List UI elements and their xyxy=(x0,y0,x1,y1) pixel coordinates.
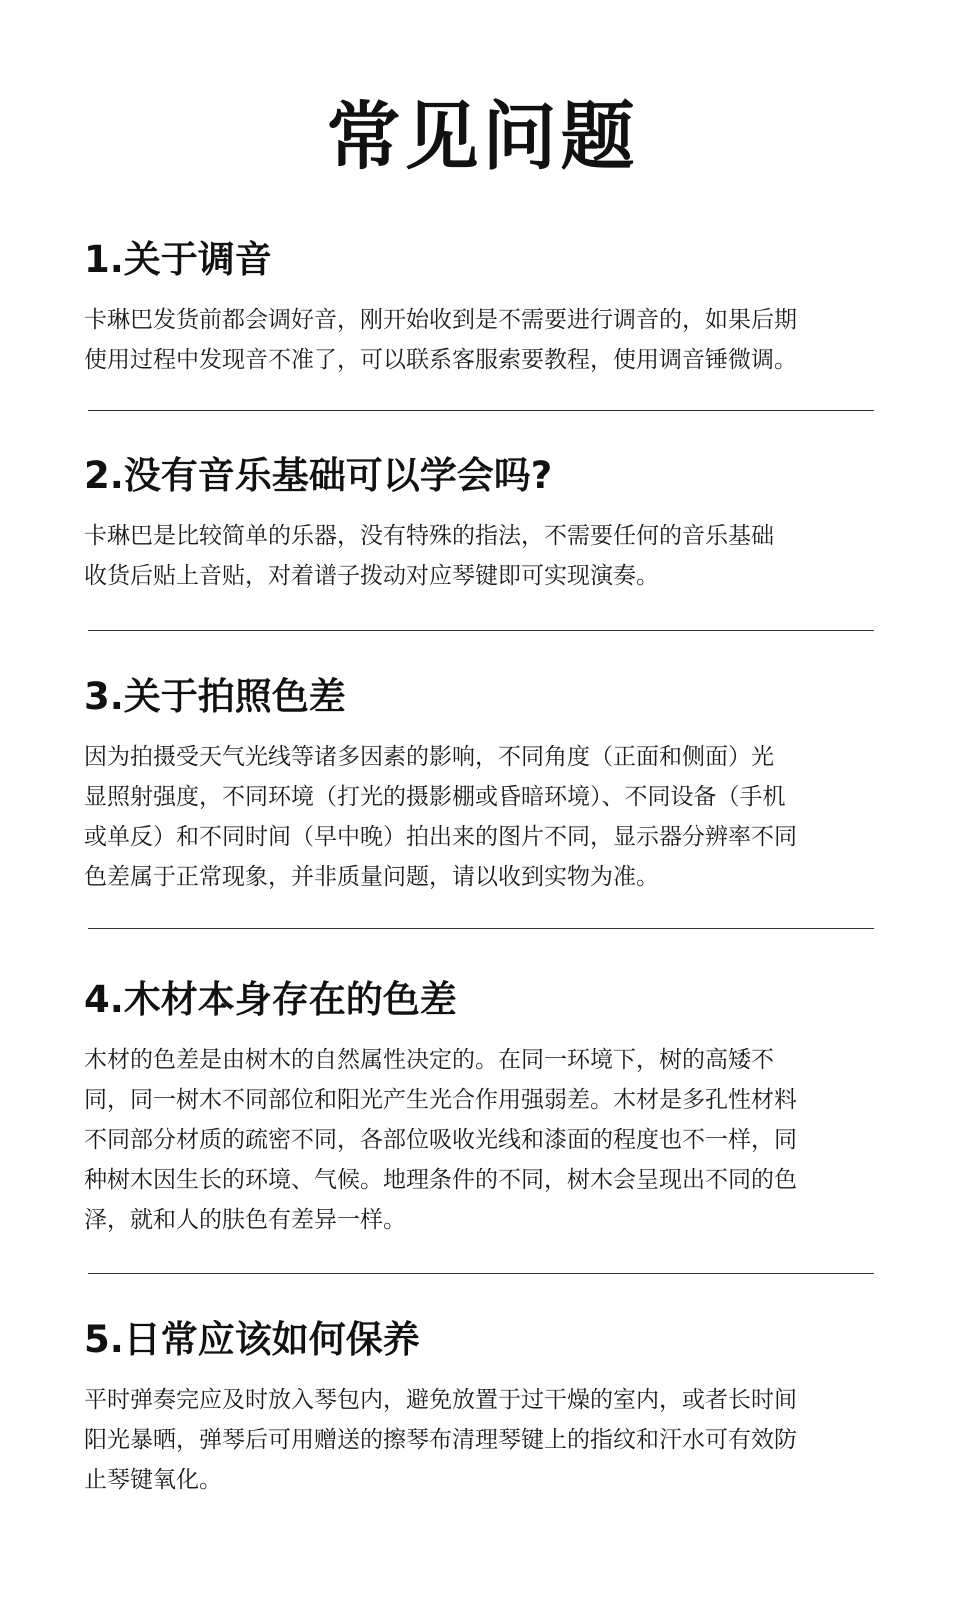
section-divider xyxy=(88,630,874,631)
section-divider xyxy=(88,928,874,929)
section-divider xyxy=(88,1273,874,1274)
faq-answer-line: 使用过程中发现音不准了，可以联系客服索要教程，使用调音锤微调。 xyxy=(84,347,797,373)
faq-answer-line: 或单反）和不同时间（早中晚）拍出来的图片不同，显示器分辨率不同 xyxy=(84,824,797,850)
faq-section-maintenance xyxy=(84,1316,884,1500)
faq-answer-line: 平时弹奏完应及时放入琴包内，避免放置于过干燥的室内，或者长时间 xyxy=(84,1387,797,1413)
faq-answer xyxy=(84,737,884,897)
faq-heading: 3.关于拍照色差 xyxy=(84,675,346,718)
section-divider xyxy=(88,410,874,411)
faq-answer xyxy=(84,1380,884,1500)
faq-heading: 5.日常应该如何保养 xyxy=(84,1318,420,1361)
faq-answer-line: 不同部分材质的疏密不同，各部位吸收光线和漆面的程度也不一样，同 xyxy=(84,1127,797,1153)
faq-section-music-basics xyxy=(84,452,884,596)
faq-answer-line: 种树木因生长的环境、气候。地理条件的不同，树木会呈现出不同的色 xyxy=(84,1167,797,1193)
faq-heading: 2.没有音乐基础可以学会吗? xyxy=(84,454,553,497)
faq-answer-line: 因为拍摄受天气光线等诸多因素的影响，不同角度（正面和侧面）光 xyxy=(84,744,774,770)
faq-answer-line: 收货后贴上音贴，对着谱子拨动对应琴键即可实现演奏。 xyxy=(84,563,659,589)
faq-answer-line: 同，同一树木不同部位和阳光产生光合作用强弱差。木材是多孔性材料 xyxy=(84,1087,797,1113)
faq-answer-line: 阳光暴晒，弹琴后可用赠送的擦琴布清理琴键上的指纹和汗水可有效防 xyxy=(84,1427,797,1453)
faq-heading: 1.关于调音 xyxy=(84,238,272,281)
faq-section-wood-color xyxy=(84,976,884,1240)
faq-answer-line: 卡琳巴发货前都会调好音，刚开始收到是不需要进行调音的，如果后期 xyxy=(84,307,797,333)
faq-heading: 4.木材本身存在的色差 xyxy=(84,978,457,1021)
faq-section-tuning xyxy=(84,236,884,380)
faq-answer-line: 木材的色差是由树木的自然属性决定的。在同一环境下，树的高矮不 xyxy=(84,1047,774,1073)
faq-answer xyxy=(84,1040,884,1240)
faq-answer xyxy=(84,516,884,596)
faq-answer-line: 止琴键氧化。 xyxy=(84,1467,222,1493)
faq-answer-line: 显照射强度，不同环境（打光的摄影棚或昏暗环境）、不同设备（手机 xyxy=(84,784,786,810)
faq-section-photo-color xyxy=(84,673,884,897)
faq-answer-line: 卡琳巴是比较简单的乐器，没有特殊的指法，不需要任何的音乐基础 xyxy=(84,523,774,549)
faq-answer-line: 泽，就和人的肤色有差异一样。 xyxy=(84,1207,406,1233)
faq-answer-line: 色差属于正常现象，并非质量问题，请以收到实物为准。 xyxy=(84,864,659,890)
faq-answer xyxy=(84,300,884,380)
page-title: 常见问题 xyxy=(326,94,639,180)
